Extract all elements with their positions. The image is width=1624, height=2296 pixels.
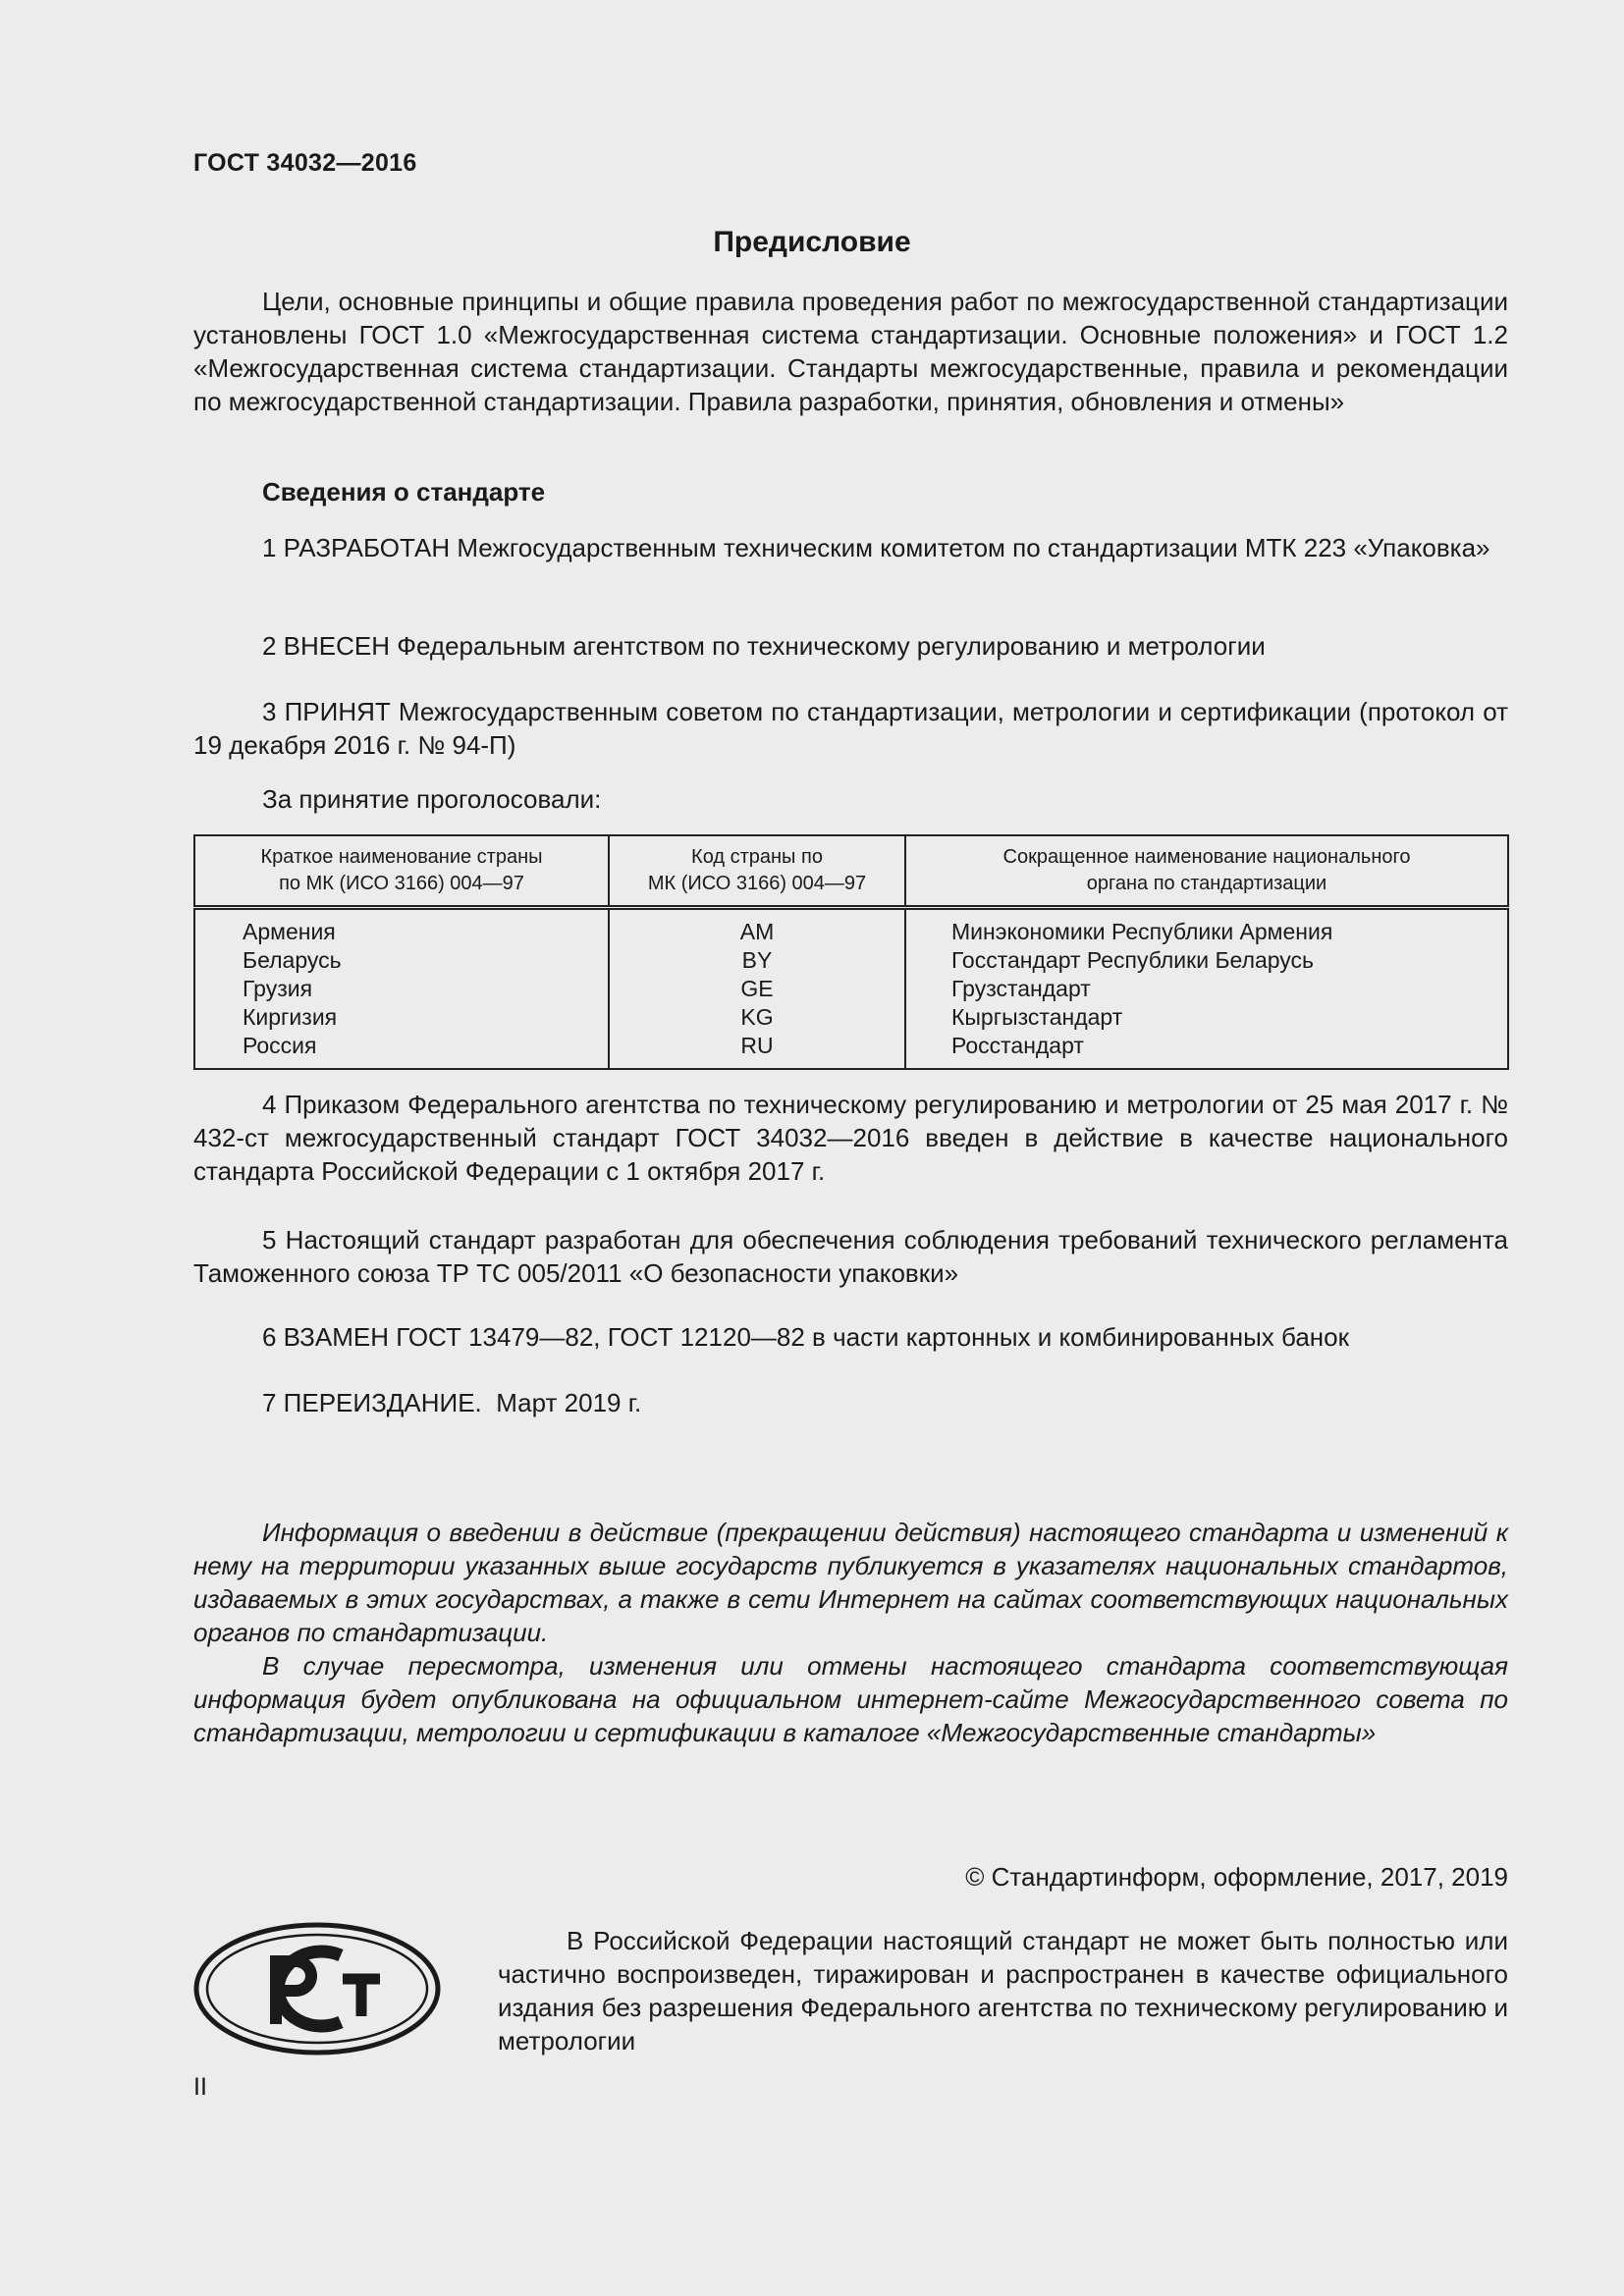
- country-name: Беларусь: [243, 947, 342, 973]
- country-code: AM: [739, 919, 775, 944]
- national-body: Кыргызстандарт: [951, 1004, 1123, 1030]
- item-7: 7 ПЕРЕИЗДАНИЕ. Март 2019 г.: [262, 1388, 642, 1417]
- national-bodies-cell: [905, 908, 1508, 1070]
- country-code: BY: [741, 947, 773, 973]
- national-body: Госстандарт Республики Беларусь: [951, 947, 1315, 973]
- item-3: 3 ПРИНЯТ Межгосударственным советом по стандартизации, метрологии и сертификации (протокол от 19 декабря 2016 г. № 94-П): [193, 697, 1508, 760]
- page-title: Предисловие: [713, 226, 911, 258]
- voted-label: За принятие проголосовали:: [262, 784, 602, 814]
- copyright-line: © Стандартинформ, оформление, 2017, 2019: [965, 1862, 1508, 1892]
- country-name: Грузия: [243, 976, 313, 1001]
- table-row: [194, 908, 1508, 1070]
- header-national-body: Сокращенное наименование национального органа по стандартизации: [905, 835, 1508, 908]
- country-code: KG: [740, 1004, 774, 1030]
- notice-paragraph-1: Информация о введении в действие (прекращении действия) настоящего стандарта и изменений к нему на территории указанных выше государств публикуется в указателях национальных стандартов, издаваемых в этих государствах, а также в сети Интернет на сайтах соответствующих национальных органов по стандартизации.: [193, 1518, 1508, 1647]
- intro-paragraph: Цели, основные принципы и общие правила проведения работ по межгосударственной стандартизации установлены ГОСТ 1.0 «Межгосударственная система стандартизации. Основные положения» и ГОСТ 1.2 «Межгосударственная система стандартизации. Стандарты межгосударственные, правила и рекомендации по межгосударственной стандартизации. Правила разработки, принятия, обновления и отмены»: [193, 287, 1508, 416]
- country-name: Россия: [243, 1033, 317, 1058]
- country-code: GE: [740, 976, 774, 1001]
- national-body: Минэкономики Республики Армения: [951, 919, 1333, 944]
- country-names-cell: [194, 908, 609, 1070]
- item-2: 2 ВНЕСЕН Федеральным агентством по техническому регулированию и метрологии: [262, 631, 1266, 661]
- rights-notice: В Российской Федерации настоящий стандарт не может быть полностью или частично воспроизведен, тиражирован и распространен в качестве официального издания без разрешения Федерального агентства по техническому регулированию и метрологии: [498, 1926, 1508, 2056]
- item-1: 1 РАЗРАБОТАН Межгосударственным техническим комитетом по стандартизации МТК 223 «Упаковка»: [262, 533, 1490, 562]
- country-code: RU: [740, 1033, 774, 1058]
- voting-table: [193, 834, 1509, 1070]
- rst-certification-mark-icon: [193, 1922, 441, 2056]
- info-heading: Сведения о стандарте: [262, 477, 546, 507]
- item-5: 5 Настоящий стандарт разработан для обеспечения соблюдения требований технического регламента Таможенного союза ТР ТС 005/2011 «О безопасности упаковки»: [193, 1225, 1508, 1288]
- page-number: II: [193, 2073, 207, 2101]
- country-codes-cell: [609, 908, 905, 1070]
- notice-paragraph-2: В случае пересмотра, изменения или отмены настоящего стандарта соответствующая информация будет опубликована на официальном интернет-сайте Межгосударственного совета по стандартизации, метрологии и сертификации в каталоге «Межгосударственные стандарты»: [193, 1651, 1508, 1747]
- national-body: Грузстандарт: [951, 976, 1091, 1001]
- header-country-name: Краткое наименование страны по МК (ИСО 3166) 004—97: [194, 835, 609, 908]
- country-name: Армения: [243, 919, 336, 944]
- table-header-row: [194, 835, 1508, 908]
- standard-code: ГОСТ 34032—2016: [193, 149, 417, 177]
- item-4: 4 Приказом Федерального агентства по техническому регулированию и метрологии от 25 мая 2017 г. № 432-ст межгосударственный стандарт ГОСТ 34032—2016 введен в действие в качестве национального стандарта Российской Федерации с 1 октября 2017 г.: [193, 1090, 1508, 1186]
- national-body: Росстандарт: [951, 1033, 1084, 1058]
- item-6: 6 ВЗАМЕН ГОСТ 13479—82, ГОСТ 12120—82 в части картонных и комбинированных банок: [262, 1322, 1349, 1352]
- country-name: Киргизия: [243, 1004, 338, 1030]
- header-country-code: Код страны по МК (ИСО 3166) 004—97: [609, 835, 905, 908]
